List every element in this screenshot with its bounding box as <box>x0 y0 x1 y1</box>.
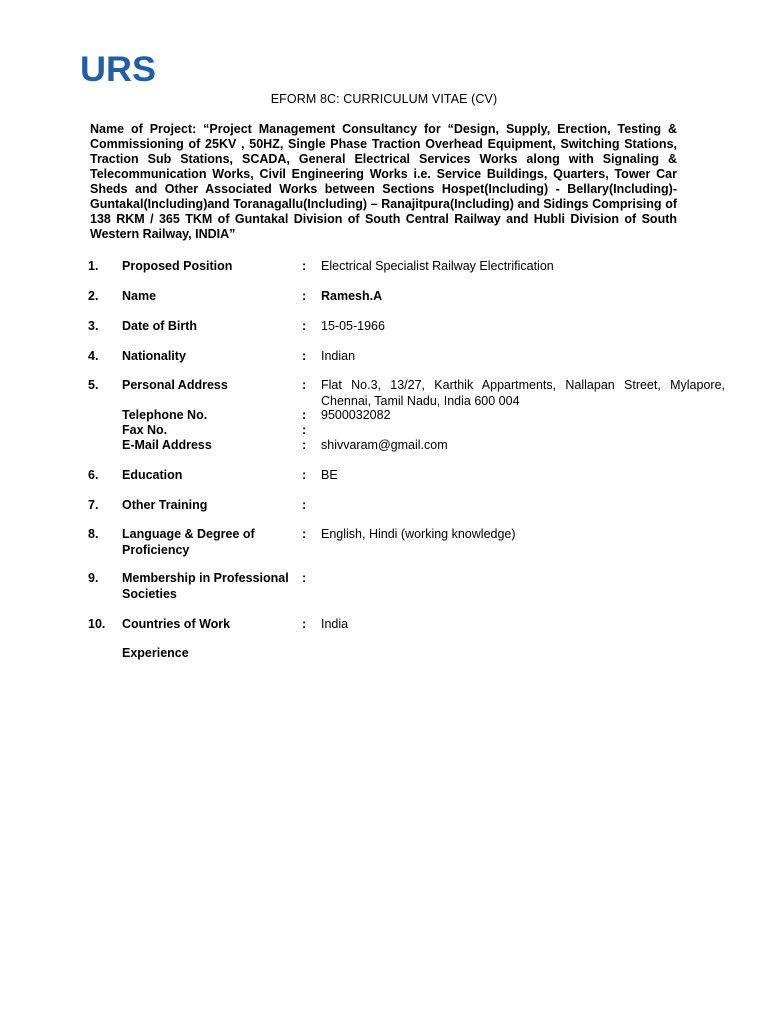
row-label: Date of Birth <box>122 319 197 333</box>
row-value: 15-05-1966 <box>321 319 385 333</box>
row-colon: : <box>302 527 307 541</box>
row-colon: : <box>302 498 307 512</box>
row-label: Personal Address <box>122 378 228 392</box>
row-number: 7. <box>88 498 99 512</box>
address-line-1: Flat No.3, 13/27, Karthik Appartments, Nallapan Street, Mylapore, <box>321 378 725 392</box>
row-label: Name <box>122 289 157 303</box>
row-value: 9500032082 <box>321 408 391 422</box>
row-value: BE <box>321 468 338 482</box>
address-line-2: Chennai, Tamil Nadu, India 600 004 <box>321 394 520 408</box>
row-label: Countries of Work <box>122 617 231 631</box>
row-colon: : <box>302 468 307 482</box>
row-label: Language & Degree of <box>122 527 255 541</box>
urs-logo <box>80 52 160 86</box>
row-label: Proposed Position <box>122 259 233 273</box>
row-label: Telephone No. <box>122 408 208 422</box>
row-value: Indian <box>321 349 356 363</box>
row-number: 5. <box>88 378 99 392</box>
row-value: Ramesh.A <box>321 289 383 303</box>
row-value: India <box>321 617 349 631</box>
row-value: English, Hindi (working knowledge) <box>321 527 516 541</box>
row-label: Membership in Professional <box>122 571 289 585</box>
row-label: Other Training <box>122 498 208 512</box>
urs-logo-text: URS <box>80 52 156 86</box>
row-label: Experience <box>122 646 189 660</box>
row-label: Proficiency <box>122 543 190 557</box>
project-name: Name of Project: “Project Management Consultancy for “Design, Supply, Erection, Testing & Commissioning of 25KV , 50HZ, Single Phase Traction Overhead Equipment, Switching Stations, Traction Sub Stations, SCADA, General Electrical Services Works along with Signaling & Telecommunication Works, Civil Engineering Works i.e. Service Buildings, Quarters, Tower Car Sheds and Other Associated Works between Sections Hospet(Including) - Bellary(Including)- Guntakal(Including)and Toranagallu(Including) – Ranajitpura(Including) and Sidings Comprising of 138 RKM / 365 TKM of Guntakal Division of South Central Railway and Hubli Division of South Western Railway, INDIA” <box>90 122 677 241</box>
row-number: 2. <box>88 289 99 303</box>
row-label: Nationality <box>122 349 186 363</box>
row-colon: : <box>302 617 307 631</box>
row-label: Fax No. <box>122 423 168 437</box>
form-title: EFORM 8C: CURRICULUM VITAE (CV) <box>270 92 498 106</box>
row-number: 8. <box>88 527 99 541</box>
row-number: 9. <box>88 571 99 585</box>
row-colon: : <box>302 259 307 273</box>
urs-logo-mark <box>80 52 160 86</box>
row-colon: : <box>302 289 307 303</box>
row-colon: : <box>302 378 307 392</box>
row-colon: : <box>302 571 307 585</box>
row-number: 1. <box>88 259 99 273</box>
row-colon: : <box>302 408 307 422</box>
row-colon: : <box>302 438 307 452</box>
row-number: 10. <box>88 617 106 631</box>
row-colon: : <box>302 423 307 437</box>
row-label: Societies <box>122 587 177 601</box>
row-label: Education <box>122 468 183 482</box>
row-value: Electrical Specialist Railway Electrification <box>321 259 554 273</box>
row-colon: : <box>302 319 307 333</box>
row-number: 6. <box>88 468 99 482</box>
row-number: 4. <box>88 349 99 363</box>
row-value: shivvaram@gmail.com <box>321 438 448 452</box>
row-label: E-Mail Address <box>122 438 212 452</box>
row-colon: : <box>302 349 307 363</box>
row-number: 3. <box>88 319 99 333</box>
